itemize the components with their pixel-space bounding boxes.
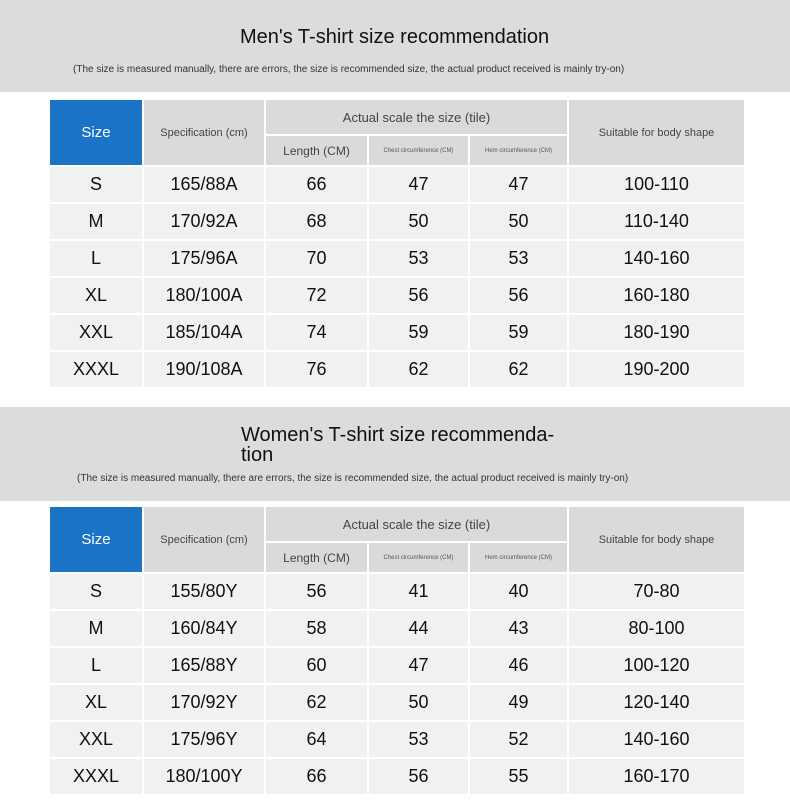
body-shape-cell: 80-100 — [569, 611, 744, 646]
hem-cell: 46 — [470, 648, 567, 683]
hem-header: Hem circumference (CM) — [470, 543, 567, 572]
spec-cell: 180/100A — [144, 278, 264, 313]
hem-cell: 43 — [470, 611, 567, 646]
chest-cell: 53 — [369, 722, 468, 757]
size-cell: S — [50, 574, 142, 609]
size-cell: L — [50, 648, 142, 683]
body-shape-cell: 160-180 — [569, 278, 744, 313]
chest-cell: 41 — [369, 574, 468, 609]
length-cell: 72 — [266, 278, 367, 313]
size-header: Size — [50, 100, 142, 165]
size-cell: S — [50, 167, 142, 202]
body-shape-cell: 100-120 — [569, 648, 744, 683]
actual-scale-header: Actual scale the size (tile) — [266, 507, 567, 541]
length-header: Length (CM) — [266, 136, 367, 165]
table-row — [50, 167, 744, 202]
spec-cell: 165/88Y — [144, 648, 264, 683]
hem-cell: 47 — [470, 167, 567, 202]
size-cell: XXL — [50, 722, 142, 757]
table-row — [50, 204, 744, 239]
hem-cell: 40 — [470, 574, 567, 609]
table-row — [50, 278, 744, 313]
size-cell: XXXL — [50, 759, 142, 794]
length-cell: 76 — [266, 352, 367, 387]
body-shape-cell: 100-110 — [569, 167, 744, 202]
spec-cell: 170/92Y — [144, 685, 264, 720]
men-measurement-note: (The size is measured manually, there are errors, the size is recommended size, the actual product received is mainly try-on) — [73, 64, 625, 75]
chest-cell: 56 — [369, 278, 468, 313]
women-title-band — [0, 407, 790, 501]
size-cell: XL — [50, 685, 142, 720]
spec-cell: 175/96Y — [144, 722, 264, 757]
length-cell: 74 — [266, 315, 367, 350]
length-cell: 58 — [266, 611, 367, 646]
size-cell: M — [50, 611, 142, 646]
spec-cell: 170/92A — [144, 204, 264, 239]
spec-cell: 185/104A — [144, 315, 264, 350]
table-row — [50, 241, 744, 276]
men-section-title: Men's T-shirt size recommendation — [240, 26, 550, 48]
chest-cell: 50 — [369, 204, 468, 239]
spec-cell: 190/108A — [144, 352, 264, 387]
body-shape-cell: 120-140 — [569, 685, 744, 720]
spec-cell: 165/88A — [144, 167, 264, 202]
chest-cell: 47 — [369, 167, 468, 202]
chest-header: Chest circumference (CM) — [369, 136, 468, 165]
women-measurement-note: (The size is measured manually, there are errors, the size is recommended size, the actual product received is mainly try-on) — [77, 473, 629, 484]
specification-header: Specification (cm) — [144, 100, 264, 165]
length-cell: 66 — [266, 167, 367, 202]
specification-header: Specification (cm) — [144, 507, 264, 572]
size-cell: M — [50, 204, 142, 239]
length-cell: 62 — [266, 685, 367, 720]
size-header: Size — [50, 507, 142, 572]
men-title-band — [0, 0, 790, 92]
length-cell: 64 — [266, 722, 367, 757]
chest-cell: 50 — [369, 685, 468, 720]
hem-cell: 55 — [470, 759, 567, 794]
size-cell: XL — [50, 278, 142, 313]
body-shape-header: Suitable for body shape — [569, 100, 744, 165]
body-shape-cell: 110-140 — [569, 204, 744, 239]
size-cell: XXXL — [50, 352, 142, 387]
chest-cell: 47 — [369, 648, 468, 683]
hem-cell: 50 — [470, 204, 567, 239]
spec-cell: 180/100Y — [144, 759, 264, 794]
chest-cell: 44 — [369, 611, 468, 646]
spec-cell: 160/84Y — [144, 611, 264, 646]
table-row — [50, 685, 744, 720]
hem-cell: 52 — [470, 722, 567, 757]
body-shape-cell: 140-160 — [569, 722, 744, 757]
spec-cell: 175/96A — [144, 241, 264, 276]
table-row — [50, 352, 744, 387]
chest-cell: 56 — [369, 759, 468, 794]
length-cell: 56 — [266, 574, 367, 609]
hem-cell: 59 — [470, 315, 567, 350]
body-shape-header: Suitable for body shape — [569, 507, 744, 572]
hem-cell: 56 — [470, 278, 567, 313]
body-shape-cell: 160-170 — [569, 759, 744, 794]
hem-cell: 62 — [470, 352, 567, 387]
hem-cell: 49 — [470, 685, 567, 720]
chest-cell: 53 — [369, 241, 468, 276]
table-row — [50, 611, 744, 646]
table-row — [50, 722, 744, 757]
size-cell: L — [50, 241, 142, 276]
length-cell: 60 — [266, 648, 367, 683]
table-row — [50, 574, 744, 609]
women-section-title: Women's T-shirt size recommenda- tion — [241, 424, 555, 466]
spec-cell: 155/80Y — [144, 574, 264, 609]
body-shape-cell: 190-200 — [569, 352, 744, 387]
chest-cell: 62 — [369, 352, 468, 387]
actual-scale-header: Actual scale the size (tile) — [266, 100, 567, 134]
chest-header: Chest circumference (CM) — [369, 543, 468, 572]
hem-header: Hem circumference (CM) — [470, 136, 567, 165]
size-cell: XXL — [50, 315, 142, 350]
length-cell: 70 — [266, 241, 367, 276]
hem-cell: 53 — [470, 241, 567, 276]
chest-cell: 59 — [369, 315, 468, 350]
table-row — [50, 315, 744, 350]
body-shape-cell: 180-190 — [569, 315, 744, 350]
body-shape-cell: 70-80 — [569, 574, 744, 609]
length-cell: 68 — [266, 204, 367, 239]
body-shape-cell: 140-160 — [569, 241, 744, 276]
table-row — [50, 759, 744, 794]
women-size-table — [48, 505, 746, 796]
length-header: Length (CM) — [266, 543, 367, 572]
table-row — [50, 648, 744, 683]
men-size-table — [48, 98, 746, 389]
length-cell: 66 — [266, 759, 367, 794]
